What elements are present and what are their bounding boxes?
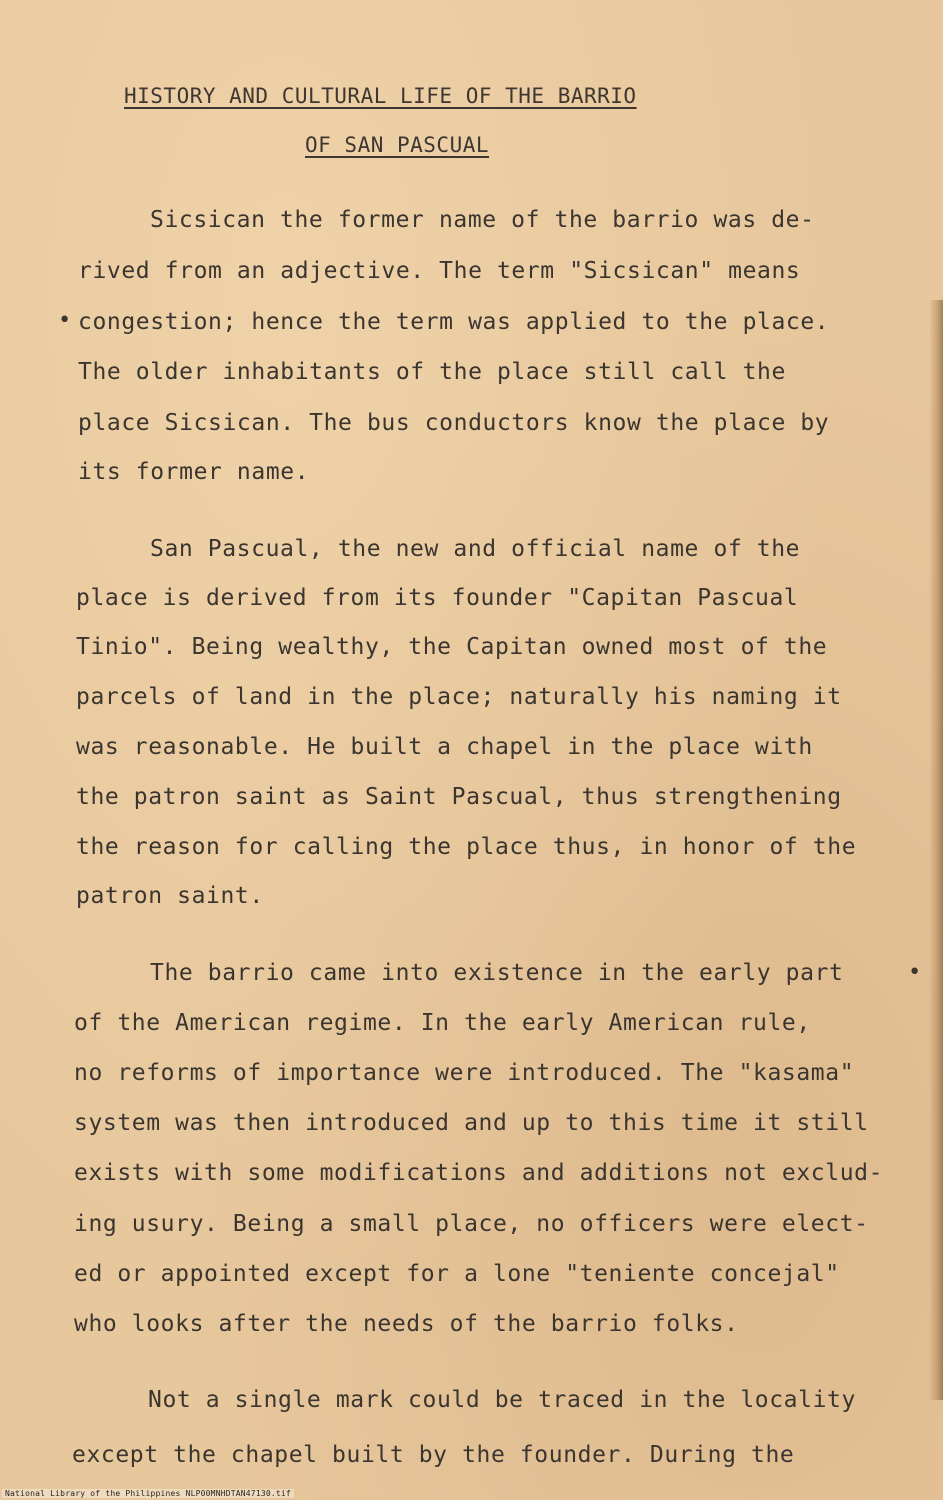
paragraph-4-line-2: except the chapel built by the founder. During the bbox=[72, 1442, 795, 1468]
paragraph-4-line-1: Not a single mark could be traced in the locality bbox=[148, 1387, 856, 1413]
paragraph-2-line-3: Tinio". Being wealthy, the Capitan owned most of the bbox=[76, 634, 828, 660]
paragraph-1-line-6: its former name. bbox=[78, 459, 310, 485]
paragraph-1-line-4: The older inhabitants of the place still call the bbox=[78, 359, 786, 385]
paragraph-3-line-4: system was then introduced and up to this time it still bbox=[74, 1110, 869, 1136]
paragraph-2-line-8: patron saint. bbox=[76, 883, 264, 909]
paragraph-1-line-5: place Sicsican. The bus conductors know the place by bbox=[78, 410, 830, 436]
paragraph-1-line-3: congestion; hence the term was applied to the place. bbox=[78, 309, 830, 335]
paragraph-3-line-5: exists with some modifications and additions not exclud- bbox=[74, 1160, 884, 1186]
paragraph-3-line-8: who looks after the needs of the barrio folks. bbox=[74, 1311, 739, 1337]
paragraph-3-line-2: of the American regime. In the early American rule, bbox=[74, 1010, 811, 1036]
margin-dot-mark: • bbox=[58, 308, 72, 333]
document-title-line-1: HISTORY AND CULTURAL LIFE OF THE BARRIO bbox=[124, 84, 637, 108]
paragraph-2-line-4: parcels of land in the place; naturally his naming it bbox=[76, 684, 842, 710]
paragraph-3-line-7: ed or appointed except for a lone "teniente concejal" bbox=[74, 1261, 840, 1287]
paragraph-1-line-1: Sicsican the former name of the barrio was de- bbox=[150, 207, 815, 233]
document-title-line-2: OF SAN PASCUAL bbox=[305, 133, 490, 157]
paragraph-2-line-7: the reason for calling the place thus, in honor of the bbox=[76, 834, 857, 860]
paragraph-2-line-1: San Pascual, the new and official name of the bbox=[150, 536, 801, 562]
page-edge-shadow bbox=[929, 300, 943, 1400]
paragraph-3-line-6: ing usury. Being a small place, no officers were elect- bbox=[74, 1211, 869, 1237]
paragraph-3-line-1: The barrio came into existence in the early part bbox=[150, 960, 844, 986]
scan-footer-caption: National Library of the Philippines NLP00MNHDTAN47130.tif bbox=[2, 1489, 294, 1498]
paragraph-2-line-2: place is derived from its founder "Capitan Pascual bbox=[76, 585, 799, 611]
margin-dot-mark: • bbox=[908, 960, 922, 985]
paragraph-1-line-2: rived from an adjective. The term "Sicsican" means bbox=[78, 258, 801, 284]
paragraph-2-line-6: the patron saint as Saint Pascual, thus strengthening bbox=[76, 784, 842, 810]
paragraph-2-line-5: was reasonable. He built a chapel in the place with bbox=[76, 734, 813, 760]
paragraph-3-line-3: no reforms of importance were introduced. The "kasama" bbox=[74, 1060, 855, 1086]
